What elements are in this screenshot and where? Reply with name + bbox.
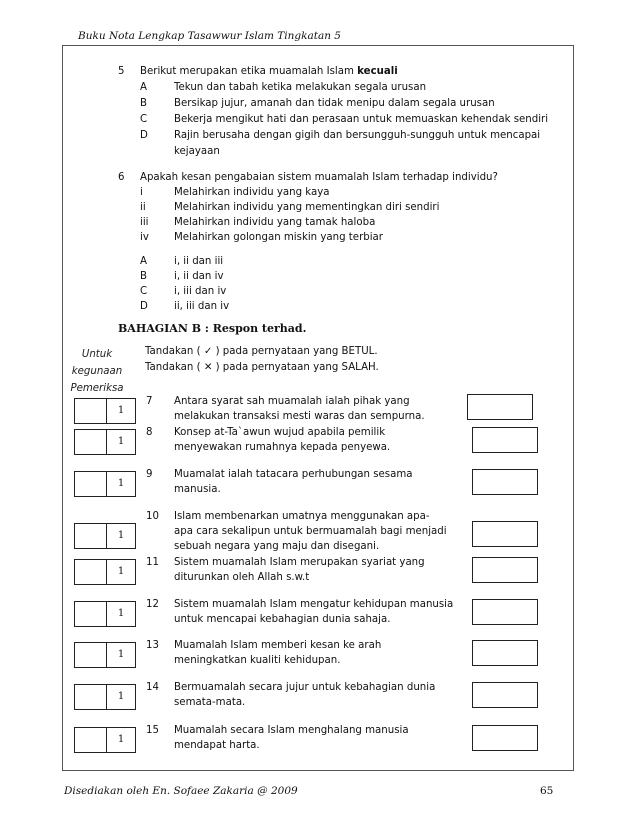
item-statement-line: Muamalat ialah tatacara perhubungan sesama [174,469,413,480]
option-label: C [140,114,148,125]
statement-text: Melahirkan individu yang mementingkan diri sendiri [174,202,440,213]
item-number: 9 [146,469,153,480]
option-text: Bersikap jujur, amanah dan tidak menipu dalam segala urusan [174,98,495,109]
mark-value: 1 [106,560,135,584]
option-label: B [140,271,147,282]
option-text: i, iii dan iv [174,286,227,297]
item-statement-line: Islam membenarkan umatnya menggunakan apa- [174,511,430,522]
item-number: 13 [146,640,159,651]
item-statement-line: Antara syarat sah muamalah ialah pihak yang [174,396,410,407]
option-label: D [140,301,148,312]
item-statement-line: mendapat harta. [174,740,260,751]
option-text: i, ii dan iv [174,271,224,282]
item-number: 12 [146,599,159,610]
statement-label: iii [140,217,149,228]
examiner-mark-box[interactable] [74,642,136,668]
statement-text: Melahirkan individu yang tamak haloba [174,217,376,228]
mark-value: 1 [106,399,135,423]
question-stem: Berikut merupakan etika muamalah Islam kecuali [140,66,398,77]
item-statement-line: Muamalah Islam memberi kesan ke arah [174,640,382,651]
examiner-mark-box[interactable] [74,601,136,627]
question-number: 6 [118,172,125,183]
option-text-continued: kejayaan [174,146,220,157]
mark-value: 1 [106,643,135,667]
item-statement-line: sebuah negara yang maju dan disegani. [174,541,380,552]
option-text: ii, iii dan iv [174,301,230,312]
item-statement-line: Bermuamalah secara jujur untuk kebahagian dunia [174,682,436,693]
examiner-mark-box[interactable] [74,684,136,710]
answer-box[interactable] [472,725,538,751]
mark-value: 1 [106,728,135,752]
item-statement-line: semata-mata. [174,697,246,708]
answer-box[interactable] [472,557,538,583]
answer-box[interactable] [472,469,538,495]
answer-box[interactable] [472,599,538,625]
item-number: 11 [146,557,159,568]
option-label: A [140,82,147,93]
examiner-mark-box[interactable] [74,523,136,549]
item-statement-line: menyewakan rumahnya kepada penyewa. [174,442,391,453]
mark-value: 1 [106,472,135,496]
question-stem: Apakah kesan pengabaian sistem muamalah Islam terhadap individu? [140,172,498,183]
item-statement-line: meningkatkan kualiti kehidupan. [174,655,341,666]
item-statement-line: Sistem muamalah Islam merupakan syariat yang [174,557,425,568]
item-statement-line: Muamalah secara Islam menghalang manusia [174,725,409,736]
mark-value: 1 [106,685,135,709]
page-number: 65 [540,785,554,797]
option-label: C [140,286,148,297]
item-number: 10 [146,511,159,522]
item-statement-line: apa cara sekalipun untuk bermuamalah bagi menjadi [174,526,447,537]
page-header: Buku Nota Lengkap Tasawwur Islam Tingkatan 5 [78,30,341,42]
answer-box[interactable] [472,427,538,453]
examiner-use-label: Untuk kegunaan Pemeriksa [70,349,124,394]
item-statement-line: untuk mencapai kebahagian dunia sahaja. [174,614,391,625]
mark-value: 1 [106,602,135,626]
option-label: A [140,256,147,267]
answer-box[interactable] [472,640,538,666]
option-label: B [140,98,147,109]
item-number: 15 [146,725,159,736]
item-number: 7 [146,396,153,407]
statement-label: iv [140,232,149,243]
section-b-title: BAHAGIAN B : Respon terhad. [118,322,307,335]
mark-value: 1 [106,430,135,454]
examiner-mark-box[interactable] [74,727,136,753]
examiner-mark-box[interactable] [74,559,136,585]
question-number: 5 [118,66,125,77]
option-text: Rajin berusaha dengan gigih dan bersungguh-sungguh untuk mencapai [174,130,541,141]
item-statement-line: manusia. [174,484,221,495]
examiner-mark-box[interactable] [74,398,136,424]
item-number: 14 [146,682,159,693]
item-statement-line: diturunkan oleh Allah s.w.t [174,572,310,583]
answer-box[interactable] [467,394,533,420]
item-statement-line: melakukan transaksi mesti waras dan sempurna. [174,411,425,422]
item-statement-line: Konsep at-Ta`awun wujud apabila pemilik [174,427,386,438]
option-text: i, ii dan iii [174,256,224,267]
statement-text: Melahirkan golongan miskin yang terbiar [174,232,383,243]
option-text: Tekun dan tabah ketika melakukan segala urusan [174,82,427,93]
item-statement-line: Sistem muamalah Islam mengatur kehidupan manusia [174,599,454,610]
statement-label: ii [140,202,146,213]
statement-text: Melahirkan individu yang kaya [174,187,330,198]
examiner-mark-box[interactable] [74,471,136,497]
answer-box[interactable] [472,521,538,547]
option-label: D [140,130,148,141]
answer-box[interactable] [472,682,538,708]
instruction-true: Tandakan ( ✓ ) pada pernyataan yang BETUL. [145,346,378,357]
item-number: 8 [146,427,153,438]
examiner-mark-box[interactable] [74,429,136,455]
option-text: Bekerja mengikut hati dan perasaan untuk memuaskan kehendak sendiri [174,114,549,125]
page-footer: Disediakan oleh En. Sofaee Zakaria @ 2009 [64,785,298,797]
statement-label: i [140,187,143,198]
instruction-false: Tandakan ( ✕ ) pada pernyataan yang SALAH. [145,362,379,373]
mark-value: 1 [106,524,135,548]
